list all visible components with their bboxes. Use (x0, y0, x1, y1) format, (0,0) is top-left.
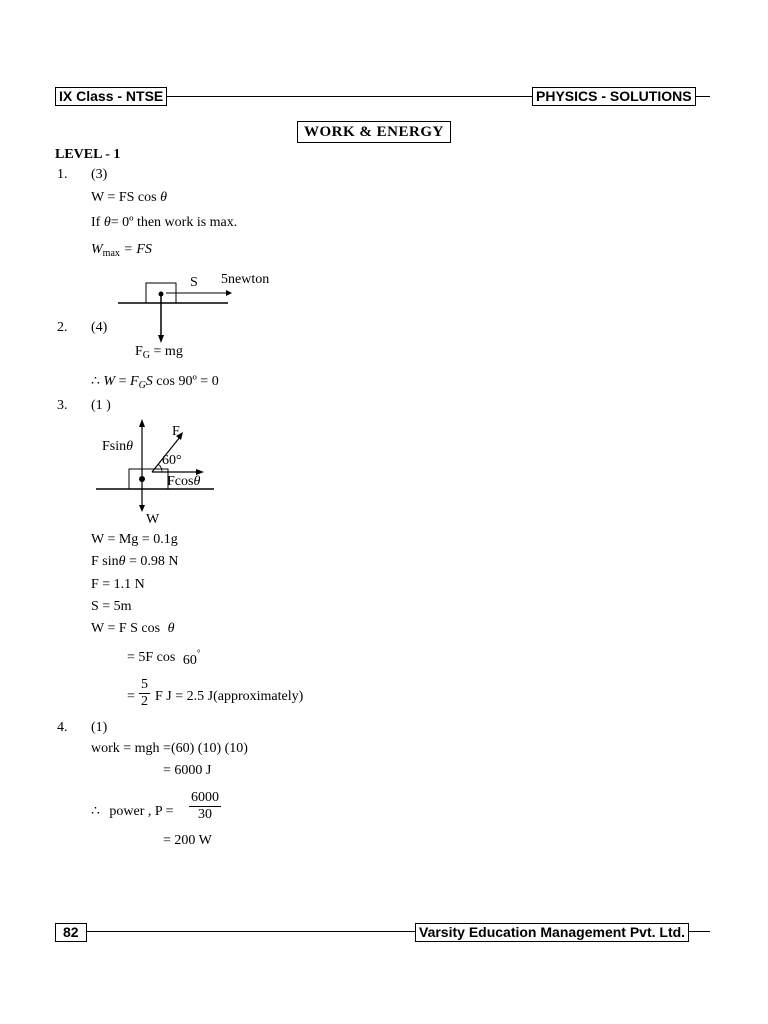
q2-eq-eq: = (118, 374, 127, 389)
q1-number: 1. (57, 167, 68, 182)
q3-line-weight: W = Mg = 0.1g (91, 532, 178, 547)
q3-result-rest: F J = 2.5 J(approximately) (155, 689, 304, 704)
therefore-icon: ∴ (91, 804, 100, 819)
q3-line-work (91, 621, 174, 637)
q3-fig-f-label: F (172, 424, 180, 439)
q1-condition-post: = 0º then work is max. (110, 215, 238, 230)
q2-eq-s: S (145, 374, 153, 389)
q4-line-work: work = mgh =(60) (10) (10) (91, 741, 248, 756)
header-class-label: IX Class - NTSE (55, 87, 167, 106)
q4-fraction-den: 30 (198, 807, 212, 822)
q3-fig-w-label: W (146, 512, 160, 527)
level-heading: LEVEL - 1 (55, 147, 121, 162)
q3-line-5fcos (127, 648, 200, 669)
q4-line-power-result: = 200 W (163, 833, 212, 848)
q3-fig-fcos-label (167, 474, 200, 490)
q2-fg-f: F (135, 344, 143, 359)
q4-power-text: power , P = (109, 804, 174, 819)
q3-line-fsin (91, 554, 179, 570)
q3-result-eq: = (127, 689, 135, 704)
page-title: WORK & ENERGY (297, 121, 451, 143)
q4-fraction-num: 6000 (191, 790, 219, 805)
q4-power (91, 803, 174, 820)
footer-publisher: Varsity Education Management Pvt. Ltd. (415, 923, 689, 942)
theta-symbol: θ (193, 474, 201, 489)
q1-formula-text: W = FS cos (91, 190, 157, 205)
q2-eq-f: F (130, 374, 139, 389)
q4-number: 4. (57, 720, 68, 735)
q2-eq-fsub: G (138, 380, 146, 391)
q3-5fcos-degree: ° (196, 648, 201, 658)
footer-page-number: 82 (55, 923, 87, 942)
theta-symbol: θ (126, 439, 134, 454)
q3-work-text: W = F S cos (91, 621, 161, 636)
q4-answer: (1) (91, 720, 108, 735)
q2-eq-rest: cos 90º = 0 (156, 374, 219, 389)
q2-fg-post: = mg (153, 344, 183, 359)
q1-fig-force-label: 5newton (221, 272, 270, 287)
theta-symbol: θ (167, 621, 175, 636)
q2-number: 2. (57, 320, 68, 335)
q4-line-result: = 6000 J (163, 763, 212, 778)
q3-fig-fsin-text: Fsin (102, 439, 127, 454)
q3-fraction-num: 5 (141, 677, 148, 692)
q3-fsin-sin: sin (102, 554, 119, 569)
q2-fg-sub: G (142, 350, 151, 361)
q3-fig-angle-label: 60° (162, 453, 182, 468)
q3-fsin-f: F (91, 554, 99, 569)
q2-answer: (4) (91, 320, 108, 335)
q3-fig-fcos-text: Fcos (167, 474, 194, 489)
therefore-icon: ∴ (91, 374, 100, 389)
theta-symbol: θ (118, 554, 126, 569)
theta-symbol: θ (103, 215, 111, 230)
q3-line-force: F = 1.1 N (91, 577, 145, 592)
q1-condition-pre: If (91, 215, 101, 230)
q3-answer: (1 ) (91, 398, 111, 413)
q3-fraction (139, 677, 150, 710)
q2-eq-w: W (103, 374, 116, 389)
q3-number: 3. (57, 398, 68, 413)
q1-wmax-rest: = FS (123, 242, 152, 257)
theta-symbol: θ (160, 190, 167, 205)
q1-answer: (3) (91, 167, 108, 182)
q3-line-displacement: S = 5m (91, 599, 132, 614)
q1-fig-s-label: S (190, 275, 198, 290)
q4-fraction (189, 790, 221, 823)
q3-fraction-den: 2 (141, 694, 148, 709)
q3-5fcos-angle: 60 (182, 653, 197, 668)
q3-5fcos-text: = 5F cos (127, 650, 176, 665)
q1-wmax-w: W (91, 242, 103, 257)
q1-wmax-sub: max (102, 248, 120, 259)
q3-fig-fsin-label (102, 439, 133, 455)
header-subject-label: PHYSICS - SOLUTIONS (532, 87, 696, 106)
q3-fsin-post: = 0.98 N (129, 554, 179, 569)
